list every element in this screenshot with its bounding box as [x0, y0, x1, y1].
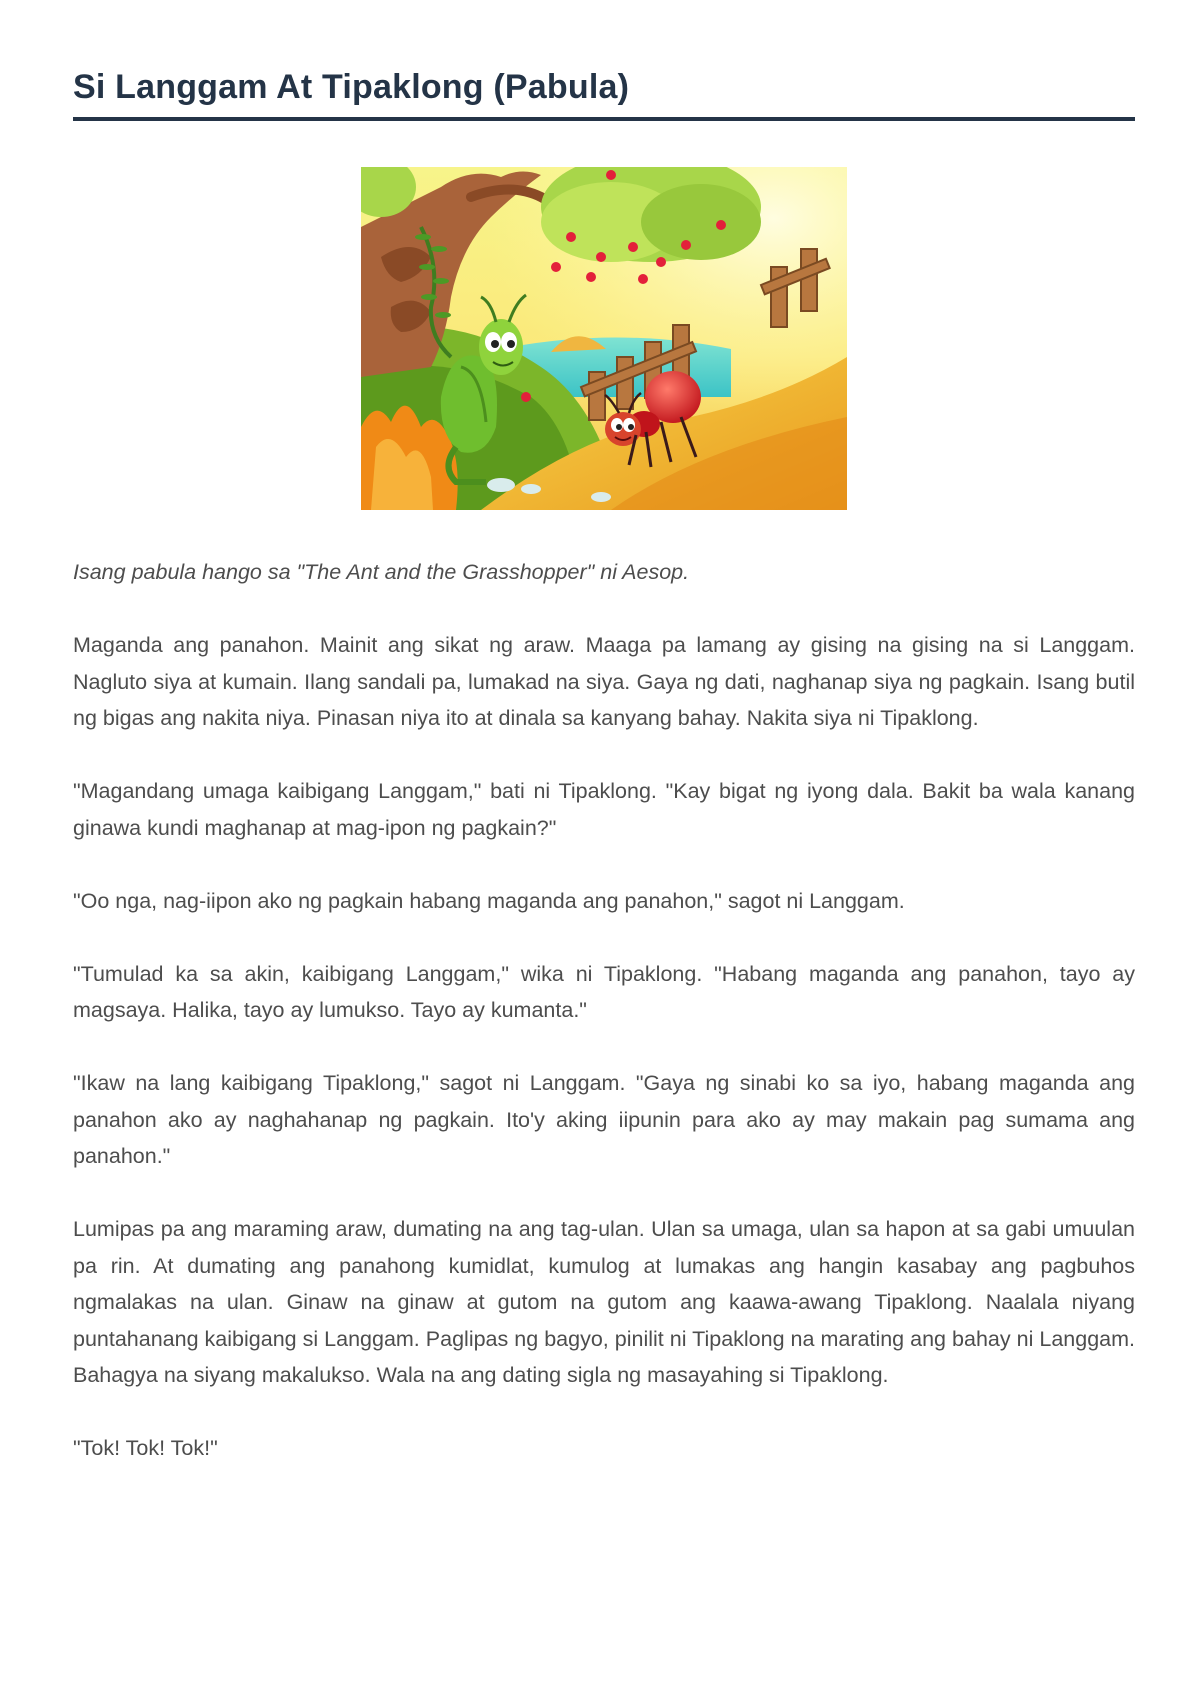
story-paragraph: "Ikaw na lang kaibigang Tipaklong," sagot ni Langgam. "Gaya ng sinabi ko sa iyo, habang maganda ang panahon ako ay naghahanap ng pagkain. Ito'y aking iipunin para ako ay may makain pag sumama ang panahon.": [73, 1071, 1135, 1169]
title-underline: [73, 117, 1135, 121]
page-title: Si Langgam At Tipaklong (Pabula): [73, 68, 630, 106]
story-paragraph: "Tok! Tok! Tok!": [73, 1436, 218, 1461]
intro-note: Isang pabula hango sa "The Ant and the Grasshopper" ni Aesop.: [73, 560, 690, 585]
story-paragraph: Lumipas pa ang maraming araw, dumating na ang tag-ulan. Ulan sa umaga, ulan sa hapon at sa gabi umuulan pa rin. At dumating ang panahong kumidlat, kumulog at lumakas ang hangin kasabay ang pagbuhos ngmalakas na ulan. Ginaw na ginaw at gutom na gutom ang kaawa-awang Tipaklong. Naalala niyang puntahanang kaibigang si Langgam. Paglipas ng bagyo, pinilit ni Tipaklong na marating ang bahay ni Langgam. Bahagya na siyang makalukso. Wala na ang dating sigla ng masayahing si Tipaklong.: [73, 1217, 1135, 1388]
document-page: [73, 68, 1135, 1503]
story-paragraph: "Magandang umaga kaibigang Langgam," bati ni Tipaklong. "Kay bigat ng iyong dala. Bakit ba wala kanang ginawa kundi maghanap at mag-ipon ng pagkain?": [73, 779, 1135, 840]
story-paragraph: "Oo nga, nag-iipon ako ng pagkain habang maganda ang panahon," sagot ni Langgam.: [73, 888, 905, 913]
ant-and-grasshopper-illustration: [361, 167, 847, 510]
story-paragraph: "Tumulad ka sa akin, kaibigang Langgam," wika ni Tipaklong. "Habang maganda ang panahon, tayo ay magsaya. Halika, tayo ay lumukso. Tayo ay kumanta.": [73, 961, 1135, 1023]
story-body: [73, 554, 1135, 1467]
story-paragraph: Maganda ang panahon. Mainit ang sikat ng araw. Maaga pa lamang ay gising na gising na si Langgam. Nagluto siya at kumain. Ilang sandali pa, lumakad na siya. Gaya ng dati, naghanap siya ng pagkain. Isang butil ng bigas ang nakita niya. Pinasan niya ito at dinala sa kanyang bahay. Nakita siya ni Tipaklong.: [73, 633, 1135, 731]
